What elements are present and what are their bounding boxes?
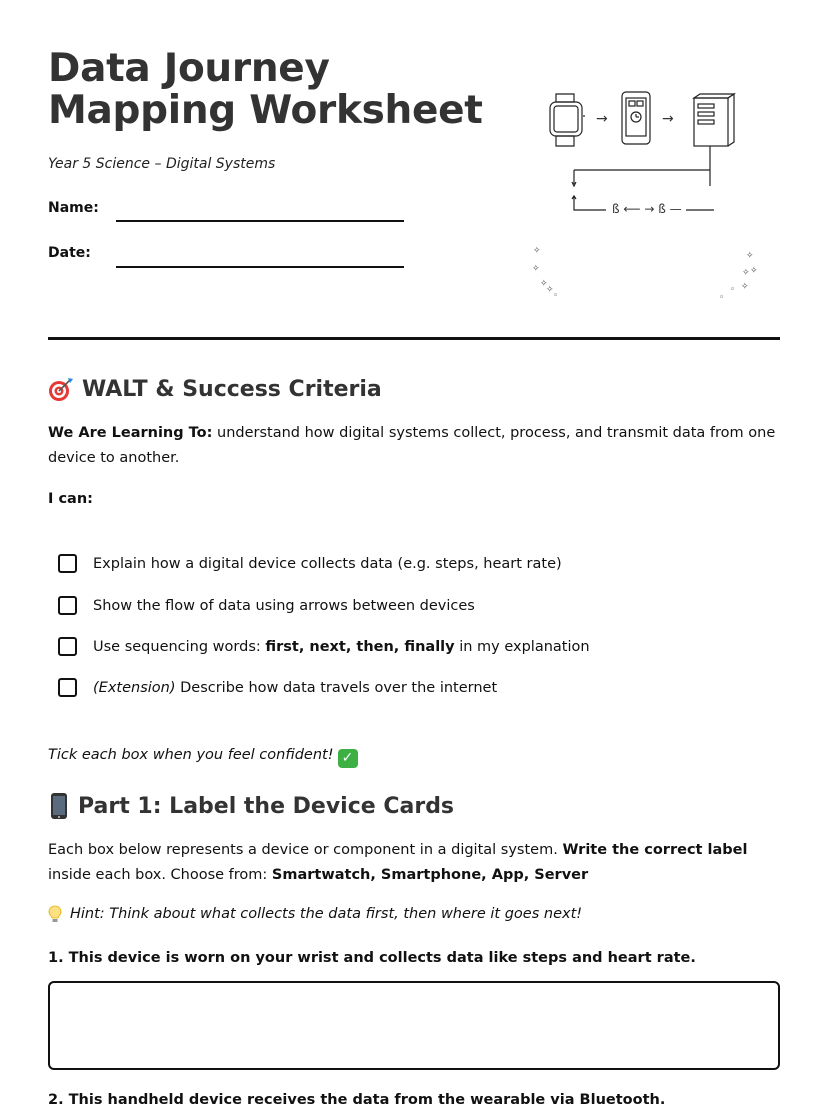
svg-text:◦: ◦ — [730, 285, 736, 295]
walt-heading — [48, 376, 382, 402]
smartphone-icon — [622, 92, 650, 144]
hint — [48, 905, 582, 923]
criteria-text: Show the flow of data using arrows between devices — [93, 597, 475, 614]
worksheet-subtitle: Year 5 Science – Digital Systems — [48, 156, 276, 172]
section-divider — [48, 337, 780, 340]
criteria-item — [58, 554, 562, 573]
device-flow-diagram-icon — [528, 86, 768, 306]
svg-text:✧: ✧ — [741, 282, 749, 292]
walt-intro-bold: We Are Learning To: — [48, 425, 213, 441]
part1-heading-text: Part 1: Label the Device Cards — [78, 793, 455, 819]
criteria-item — [58, 678, 497, 697]
svg-text:✧: ✧ — [532, 264, 540, 274]
tick-note: Tick each box when you feel confident! ✓ — [48, 743, 778, 768]
svg-text:✧: ✧ — [742, 268, 750, 278]
criteria-checkbox[interactable] — [58, 678, 77, 697]
svg-text:✧: ✧ — [750, 266, 758, 276]
svg-text:◦: ◦ — [553, 291, 559, 301]
criteria-checkbox[interactable] — [58, 596, 77, 615]
name-field[interactable] — [116, 220, 404, 222]
criteria-text: (Extension) Describe how data travels over the internet — [93, 679, 498, 696]
question-1: 1. This device is worn on your wrist and collects data like steps and heart rate. — [48, 950, 696, 966]
criteria-checkbox[interactable] — [58, 637, 77, 656]
svg-text:◦: ◦ — [719, 293, 725, 303]
svg-text:✧: ✧ — [546, 285, 554, 295]
date-label: Date: — [48, 245, 91, 261]
walt-intro — [48, 421, 778, 471]
ican-label: I can: — [48, 491, 93, 507]
date-field[interactable] — [116, 266, 404, 268]
criteria-checkbox[interactable] — [58, 554, 77, 573]
answer-box-1[interactable] — [48, 981, 780, 1070]
smartwatch-icon — [550, 94, 585, 146]
walt-intro-text: understand how digital systems collect, process, and transmit data from one device to another. — [48, 425, 776, 466]
target-icon — [48, 376, 74, 402]
hint-text: Hint: Think about what collects the data first, then where it goes next! — [70, 906, 583, 922]
lightbulb-icon — [48, 905, 62, 923]
svg-text:✧: ✧ — [540, 279, 548, 289]
part1-intro: Each box below represents a device or component in a digital system. Write the correct label inside each box. Choose from: Smartwatch, Smartphone, App, Server — [48, 842, 748, 883]
server-icon — [694, 94, 734, 186]
name-label: Name: — [48, 200, 99, 216]
mobile-phone-icon — [48, 792, 70, 820]
question-2: 2. This handheld device receives the data from the wearable via Bluetooth. — [48, 1092, 666, 1108]
svg-text:✧: ✧ — [533, 246, 541, 256]
svg-text:→: → — [596, 111, 608, 127]
criteria-item — [58, 596, 475, 615]
criteria-item — [58, 637, 590, 656]
criteria-text: Explain how a digital device collects data (e.g. steps, heart rate) — [93, 555, 562, 572]
criteria-text: Use sequencing words: first, next, then, finally in my explanation — [93, 638, 590, 655]
svg-text:→: → — [662, 111, 674, 127]
walt-heading-text: WALT & Success Criteria — [82, 376, 382, 402]
svg-text:✧: ✧ — [746, 251, 754, 261]
check-mark-icon: ✓ — [338, 749, 358, 768]
svg-text:ß ⟵ → ß —: ß ⟵ → ß — — [612, 202, 682, 216]
page-title: Data Journey Mapping Worksheet — [48, 46, 483, 133]
part1-heading — [48, 792, 454, 820]
